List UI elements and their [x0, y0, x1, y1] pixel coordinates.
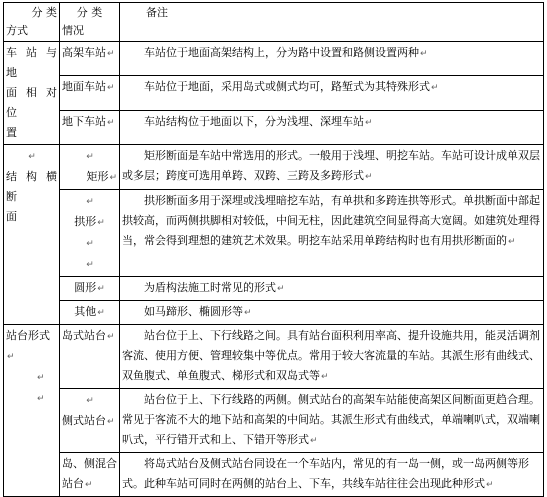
- paragraph-mark-icon: ↵: [365, 117, 373, 128]
- sub-cell: [60, 110, 120, 144]
- note-cell: [120, 453, 544, 497]
- group-label-line: 站台形式: [6, 329, 50, 342]
- header-subcategory-cell: [60, 3, 120, 42]
- sub-label: 地下车站: [62, 114, 106, 128]
- paragraph-mark-icon: ↵: [107, 417, 115, 427]
- note-text: 矩形断面是车站中常选用的形式。一般用于浅埋、明挖车站。车站可设计成单双层或多层；跨度可选用单跨、双跨、三跨及多跨形式: [122, 149, 540, 182]
- header-note: 备注: [146, 6, 168, 19]
- note-cell: [120, 389, 544, 453]
- paragraph-mark-icon: ↵: [86, 152, 94, 162]
- paragraph-mark-icon: ↵: [365, 172, 373, 182]
- paragraph-mark-icon: ↵: [244, 308, 252, 318]
- sub-label: 其他: [74, 305, 97, 318]
- paragraph-mark-icon: ↵: [97, 284, 105, 294]
- sub-label: 高架车站: [62, 46, 106, 59]
- header-row: [4, 3, 544, 42]
- sub-cell: [60, 389, 120, 453]
- note-text: 车站位于地面，采用岛式或侧式均可，路堑式为其特殊形式: [144, 80, 430, 94]
- sub-cell: [60, 76, 120, 110]
- sub-label: 岛式站台: [62, 329, 106, 342]
- paragraph-mark-icon: ↵: [107, 83, 115, 94]
- sub-label: 地面车站: [62, 80, 106, 94]
- group-label-line: 面: [6, 210, 17, 223]
- group-label-line: 车 站 与 地: [6, 46, 57, 79]
- note-text: 拱形断面多用于深埋或浅埋暗挖车站，有单拱和多跨连拱等形式。单拱断面中部起拱较高，而两侧拱脚相对较低，中间无柱，因此建筑空间显得高大宽阔。如建筑处理得当，常会得到理想的建筑艺术效果。明挖车站采用单跨结构时也有用拱形断面的: [122, 194, 540, 247]
- paragraph-mark-icon: ↵: [310, 436, 318, 446]
- paragraph-mark-icon: ↵: [97, 308, 105, 318]
- note-cell: [120, 325, 544, 389]
- paragraph-mark-icon: ↵: [7, 352, 15, 362]
- sub-cell: [60, 145, 120, 190]
- sub-label: 圆形: [74, 281, 97, 294]
- note-text: 为盾构法施工时常见的形式: [144, 281, 276, 294]
- paragraph-mark-icon: ↵: [85, 480, 93, 490]
- paragraph-mark-icon: ↵: [37, 394, 45, 404]
- note-cell: [120, 145, 544, 190]
- paragraph-mark-icon: ↵: [28, 152, 36, 162]
- paragraph-mark-icon: ↵: [97, 218, 105, 228]
- note-cell: [120, 277, 544, 301]
- note-cell: [120, 110, 544, 144]
- paragraph-mark-icon: ↵: [486, 480, 494, 490]
- paragraph-mark-icon: ↵: [86, 239, 94, 249]
- header-category-top: 分 类: [31, 6, 57, 19]
- note-cell: [120, 301, 544, 325]
- classification-table: [3, 2, 544, 497]
- paragraph-mark-icon: ↵: [86, 396, 94, 406]
- table-row: [4, 301, 544, 325]
- note-cell: [120, 42, 544, 76]
- group-label-line: 面 相 对 位: [6, 86, 57, 119]
- paragraph-mark-icon: ↵: [420, 49, 428, 59]
- group-cell-section: [4, 145, 60, 325]
- table-row: [4, 277, 544, 301]
- paragraph-mark-icon: ↵: [37, 373, 45, 383]
- group-label-line: 置: [6, 126, 17, 139]
- table-row: [4, 110, 544, 144]
- paragraph-mark-icon: ↵: [86, 197, 94, 207]
- paragraph-mark-icon: ↵: [107, 117, 115, 128]
- paragraph-mark-icon: ↵: [277, 284, 285, 294]
- table-row: [4, 453, 544, 497]
- note-text: 将岛式站台及侧式站台同设在一个车站内，常见的有一岛一侧，或一岛两侧等形式。此种车站可同时在两侧的站台上、下车，共线车站往往会出现此种形式: [122, 457, 529, 490]
- sub-label: 侧式站台: [62, 414, 106, 427]
- paragraph-mark-icon: ↵: [508, 237, 516, 247]
- header-category-cell: [4, 3, 60, 42]
- note-text: 站台位于上、下行线路之间。具有站台面积利用率高、提升设施共用，能灵活调剂客流、使用方便、管理较集中等优点。常用于较大客流量的车站。其派生形有曲线式、双鱼腹式、单鱼腹式、梯形式和双岛式等: [122, 329, 540, 382]
- table-row: [4, 42, 544, 76]
- note-text: 如马蹄形、椭圆形等: [144, 305, 243, 318]
- header-subcategory-top: 分 类: [76, 6, 103, 19]
- paragraph-mark-icon: ↵: [109, 173, 117, 183]
- note-text: 车站位于地面高架结构上，分为路中设置和路侧设置两种: [144, 46, 419, 59]
- paragraph-mark-icon: ↵: [107, 332, 115, 342]
- note-cell: [120, 76, 544, 110]
- group-cell-location: [4, 42, 60, 145]
- group-cell-platform: [4, 325, 60, 497]
- group-label-line: 结 构 横 断: [6, 170, 57, 203]
- header-category-bottom: 方式: [6, 24, 28, 37]
- paragraph-mark-icon: ↵: [321, 372, 329, 382]
- sub-cell: [60, 190, 120, 277]
- sub-cell: [60, 42, 120, 76]
- sub-label: 矩形: [86, 170, 109, 183]
- table-row: [4, 325, 544, 389]
- sub-label: 拱形: [74, 215, 97, 228]
- header-subcategory-bottom: 情况: [62, 24, 84, 37]
- note-text: 车站结构位于地面以下，分为浅埋、深埋车站: [144, 114, 364, 128]
- paragraph-mark-icon: ↵: [107, 49, 115, 59]
- paragraph-mark-icon: ↵: [86, 260, 94, 270]
- sub-cell: [60, 277, 120, 301]
- paragraph-mark-icon: ↵: [431, 83, 439, 94]
- sub-cell: [60, 301, 120, 325]
- note-text: 站台位于上、下行线路的两侧。侧式站台的高架车站能使高架区间断面更趋合理。常见于客流不大的地下站和高架的中间站。其派生形式有曲线式，单端喇叭式，双端喇叭式，平行错开式和上、下错开等形式: [122, 393, 540, 446]
- note-cell: [120, 190, 544, 277]
- table-row: [4, 190, 544, 277]
- table-row: [4, 76, 544, 110]
- header-note-cell: [120, 3, 544, 42]
- sub-label: 岛、侧混合站台: [62, 457, 117, 490]
- sub-cell: [60, 453, 120, 497]
- table-row: [4, 145, 544, 190]
- sub-cell: [60, 325, 120, 389]
- table-row: [4, 389, 544, 453]
